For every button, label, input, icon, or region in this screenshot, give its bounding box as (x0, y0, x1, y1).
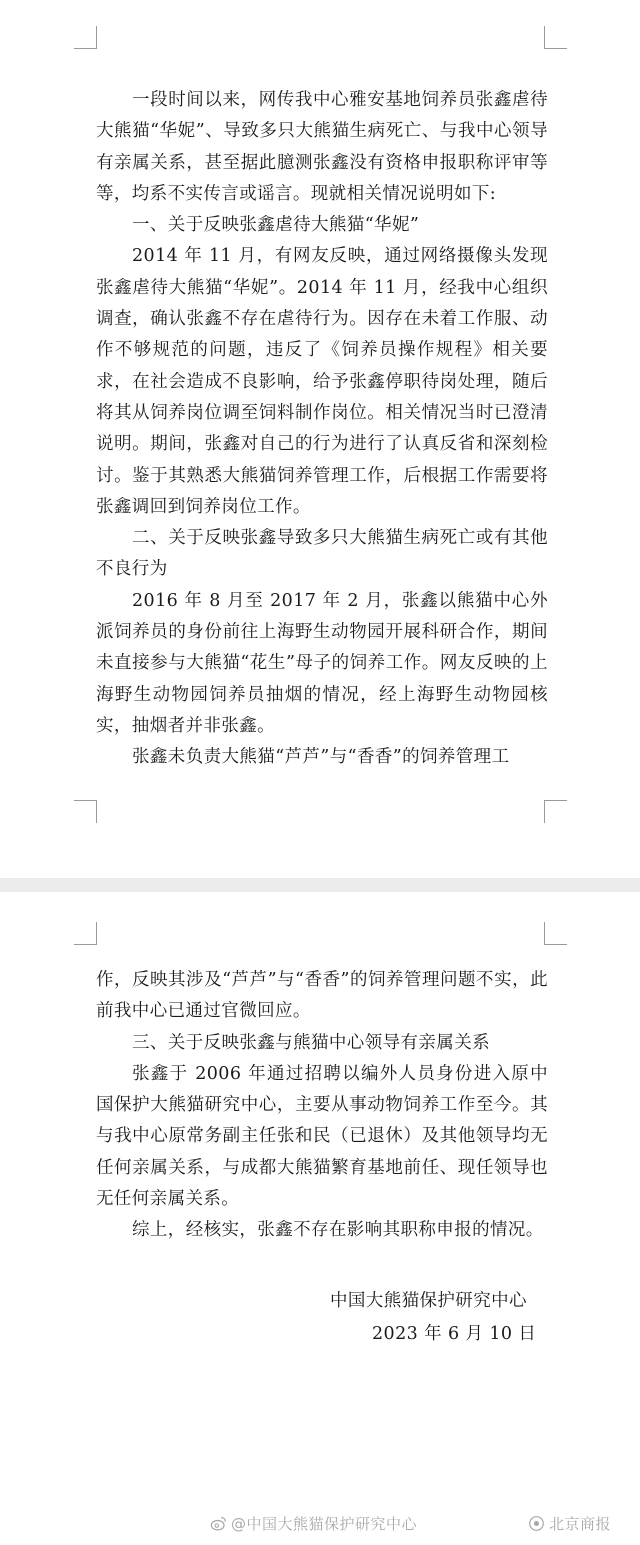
continued-paragraph: 作，反映其涉及“芦芦”与“香香”的饲养管理问题不实，此前我中心已通过官微回应。 (96, 970, 548, 1022)
weibo-watermark-text: @中国大熊猫保护研究中心 (231, 1515, 418, 1533)
signature-organization: 中国大熊猫保护研究中心 (330, 1291, 527, 1311)
source-watermark-text: 北京商报 (549, 1515, 612, 1533)
crop-mark-top-left (74, 26, 97, 49)
section-2-heading: 二、关于反映张鑫导致多只大熊猫生病死亡或有其他不良行为 (96, 528, 548, 580)
source-watermark (528, 1513, 611, 1534)
section-2-paragraph: 2016 年 8 月至 2017 年 2 月，张鑫以熊猫中心外派饲养员的身份前往上海野生动物园开展科研合作，期间未直接参与大熊猫“花生”母子的饲养工作。网友反映的上海野生动物园饲养员抽烟的情况，经上海野生动物园核实，抽烟者并非张鑫。 (96, 590, 548, 736)
crop-mark-top-right (544, 26, 567, 49)
crop-mark-bottom-left (74, 800, 97, 823)
page-2-body (96, 965, 548, 1247)
section-1-heading: 一、关于反映张鑫虐待大熊猫“华妮” (132, 215, 420, 236)
section-3-paragraph: 张鑫于 2006 年通过招聘以编外人员身份进入原中国保护大熊猫研究中心，主要从事动物饲养工作至今。其与我中心原常务副主任张和民（已退休）及其他领导均无任何亲属关系，与成都大熊猫繁育基地前任、现任领导也无任何亲属关系。 (96, 1063, 548, 1210)
source-logo-icon (528, 1515, 545, 1532)
weibo-watermark (210, 1513, 417, 1534)
crop-mark-bottom-right (544, 800, 567, 823)
signature-date: 2023 年 6 月 10 日 (372, 1324, 537, 1344)
crop-mark-top-left (74, 922, 97, 945)
conclusion-paragraph: 综上，经核实，张鑫不存在影响其职称申报的情况。 (132, 1220, 544, 1241)
section-1-paragraph: 2014 年 11 月，有网友反映，通过网络摄像头发现张鑫虐待大熊猫“华妮”。2014 年 11 月，经我中心组织调查，确认张鑫不存在虐待行为。因存在未着工作服、动作不够规范的问题，违反了《饲养员操作规程》相关要求，在社会造成不良影响，给予张鑫停职待岗处理，随后将其从饲养岗位调至饲料制作岗位。相关情况当时已澄清说明。期间，张鑫对自己的行为进行了认真反省和深刻检讨。鉴于其熟悉大熊猫饲养管理工作，后根据工作需要将张鑫调回到饲养岗位工作。 (96, 246, 548, 517)
weibo-icon (210, 1515, 227, 1532)
section-2-paragraph-continued: 张鑫未负责大熊猫“芦芦”与“香香”的饲养管理工 (132, 747, 510, 768)
page-1-body (96, 85, 548, 774)
intro-paragraph: 一段时间以来，网传我中心雅安基地饲养员张鑫虐待大熊猫“华妮”、导致多只大熊猫生病死亡、与我中心领导有亲属关系，甚至据此臆测张鑫没有资格申报职称评审等等，均系不实传言或谣言。现就相关情况说明如下: (96, 90, 548, 204)
crop-mark-top-right (544, 922, 567, 945)
section-3-heading: 三、关于反映张鑫与熊猫中心领导有亲属关系 (132, 1032, 490, 1053)
page-separator (0, 878, 640, 892)
